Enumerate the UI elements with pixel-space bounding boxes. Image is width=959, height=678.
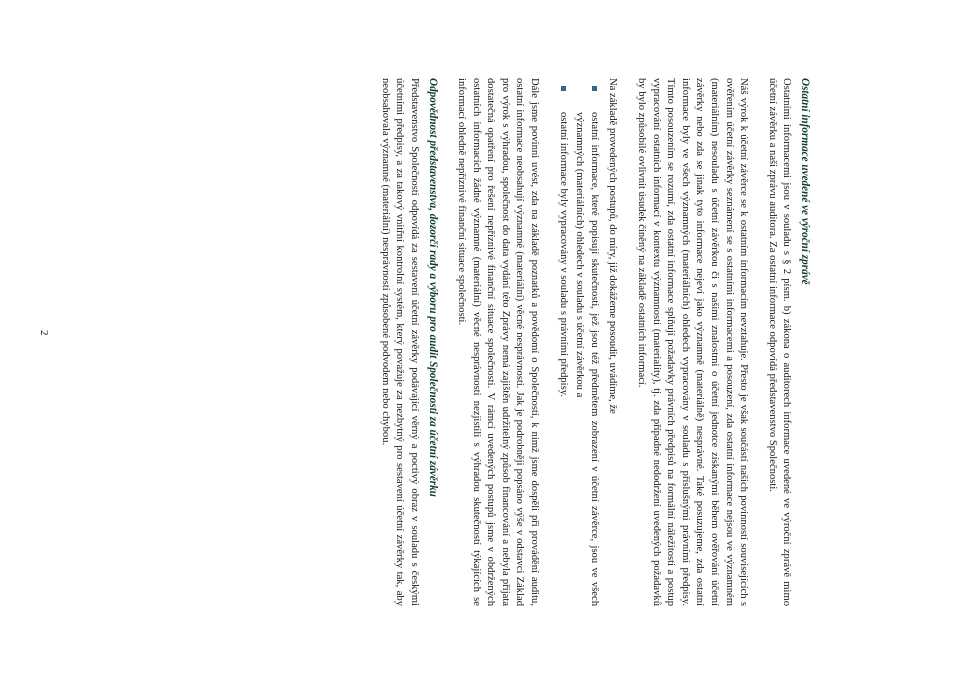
square-bullet-icon xyxy=(561,86,566,91)
paragraph-other-information-definition: Ostatními informacemi jsou v souladu s § 2 písm. b) zákona o auditorech informace uvedené ve výroční zprávě mimo účetní závěrku a naši zprávu auditora. Za ostatní informace odpovídá představenstvo Společnosti. xyxy=(766,78,793,606)
paragraph-auditor-responsibility: Náš výrok k účetní závěrce se k ostatním informacím nevztahuje. Přesto je však součástí našich povinností souvisejících s ověřením účetní závěrky seznámení se s ostatními informacemi a posouzení, zda ostatní informace nejsou ve významném (materiálním) nesouladu s účetní závěrkou či s našimi znalostmi o účetní jednotce získanými během ověřování účetní závěrky nebo zda se jinak tyto informace nejeví jako významně (materiálně) nesprávné. Také posuzujeme, zda ostatní informace byly ve všech významných (materiálních) ohledech vypracovány v souladu s příslušnými právními předpisy. Tímto posouzením se rozumí, zda ostatní informace splňují požadavky právních předpisů na formální náležitosti a postup vypracování ostatních informací v kontextu významnosti (materiality), tj. zda případné nedodržení uvedených požadavků by bylo způsobilé ovlivnit úsudek činěný na základě ostatních informací. xyxy=(636,78,750,606)
page-number: 2 xyxy=(38,330,50,336)
list-item xyxy=(572,78,601,606)
list-item-text: ostatní informace, které popisují skutečnosti, jež jsou též předmětem zobrazení v účetní závěrce, jsou ve všech významných (materiálních) ohledech v souladu s účetní závěrkou a xyxy=(574,112,600,606)
findings-list xyxy=(555,78,601,606)
paragraph-material-misstatements: Dále jsme povinni uvést, zda na základě poznatků a povědomí o Společnosti, k nimž jsme dospěli při provádění auditu, ostatní informace neobsahují významné (materiální) věcné nesprávnosti. Jak je podrobněji popsáno výše v odstavci Základ pro výrok s výhradou, společnost do data vydání této Zprávy nemá zajištěn udržitelný způsob financování a nebyla přijata dostatečná opatření pro řešení nepříznivé finanční situace společnosti. V rámci uvedených postupů jsme v obdržených ostatních informacích žádné významné (materiální) věcné nesprávnosti nezjistili s výhradou skutečností týkajících se informací ohledně nepříznivé finanční situace společnosti. xyxy=(456,78,541,606)
list-item-text: ostatní informace byly vypracovány v souladu s právními předpisy. xyxy=(557,112,569,397)
list-item xyxy=(555,78,570,606)
section-heading-other-information: Ostatní informace uvedené ve výroční zprávě xyxy=(799,78,811,285)
rotated-content xyxy=(363,78,812,606)
section-heading-board-responsibility: Odpovědnost představenstva, dozorčí rady a výboru pro audit Společnosti za účetní závěrku xyxy=(426,78,439,497)
paragraph-board-responsibility: Představenstvo Společnosti odpovídá za sestavení účetní závěrky podávající věrný a poctivý obraz v souladu s českými účetními předpisy, a za takový vnitřní kontrolní systém, který považuje za nezbytný pro sestavení účetní závěrky tak, aby neobsahovala významné (materiální) nesprávnosti způsobené podvodem nebo chybou. xyxy=(379,78,420,606)
paragraph-procedures-intro: Na základě provedených postupů, do míry, již dokážeme posoudit, uvádíme, že xyxy=(607,78,619,414)
square-bullet-icon xyxy=(592,86,597,91)
